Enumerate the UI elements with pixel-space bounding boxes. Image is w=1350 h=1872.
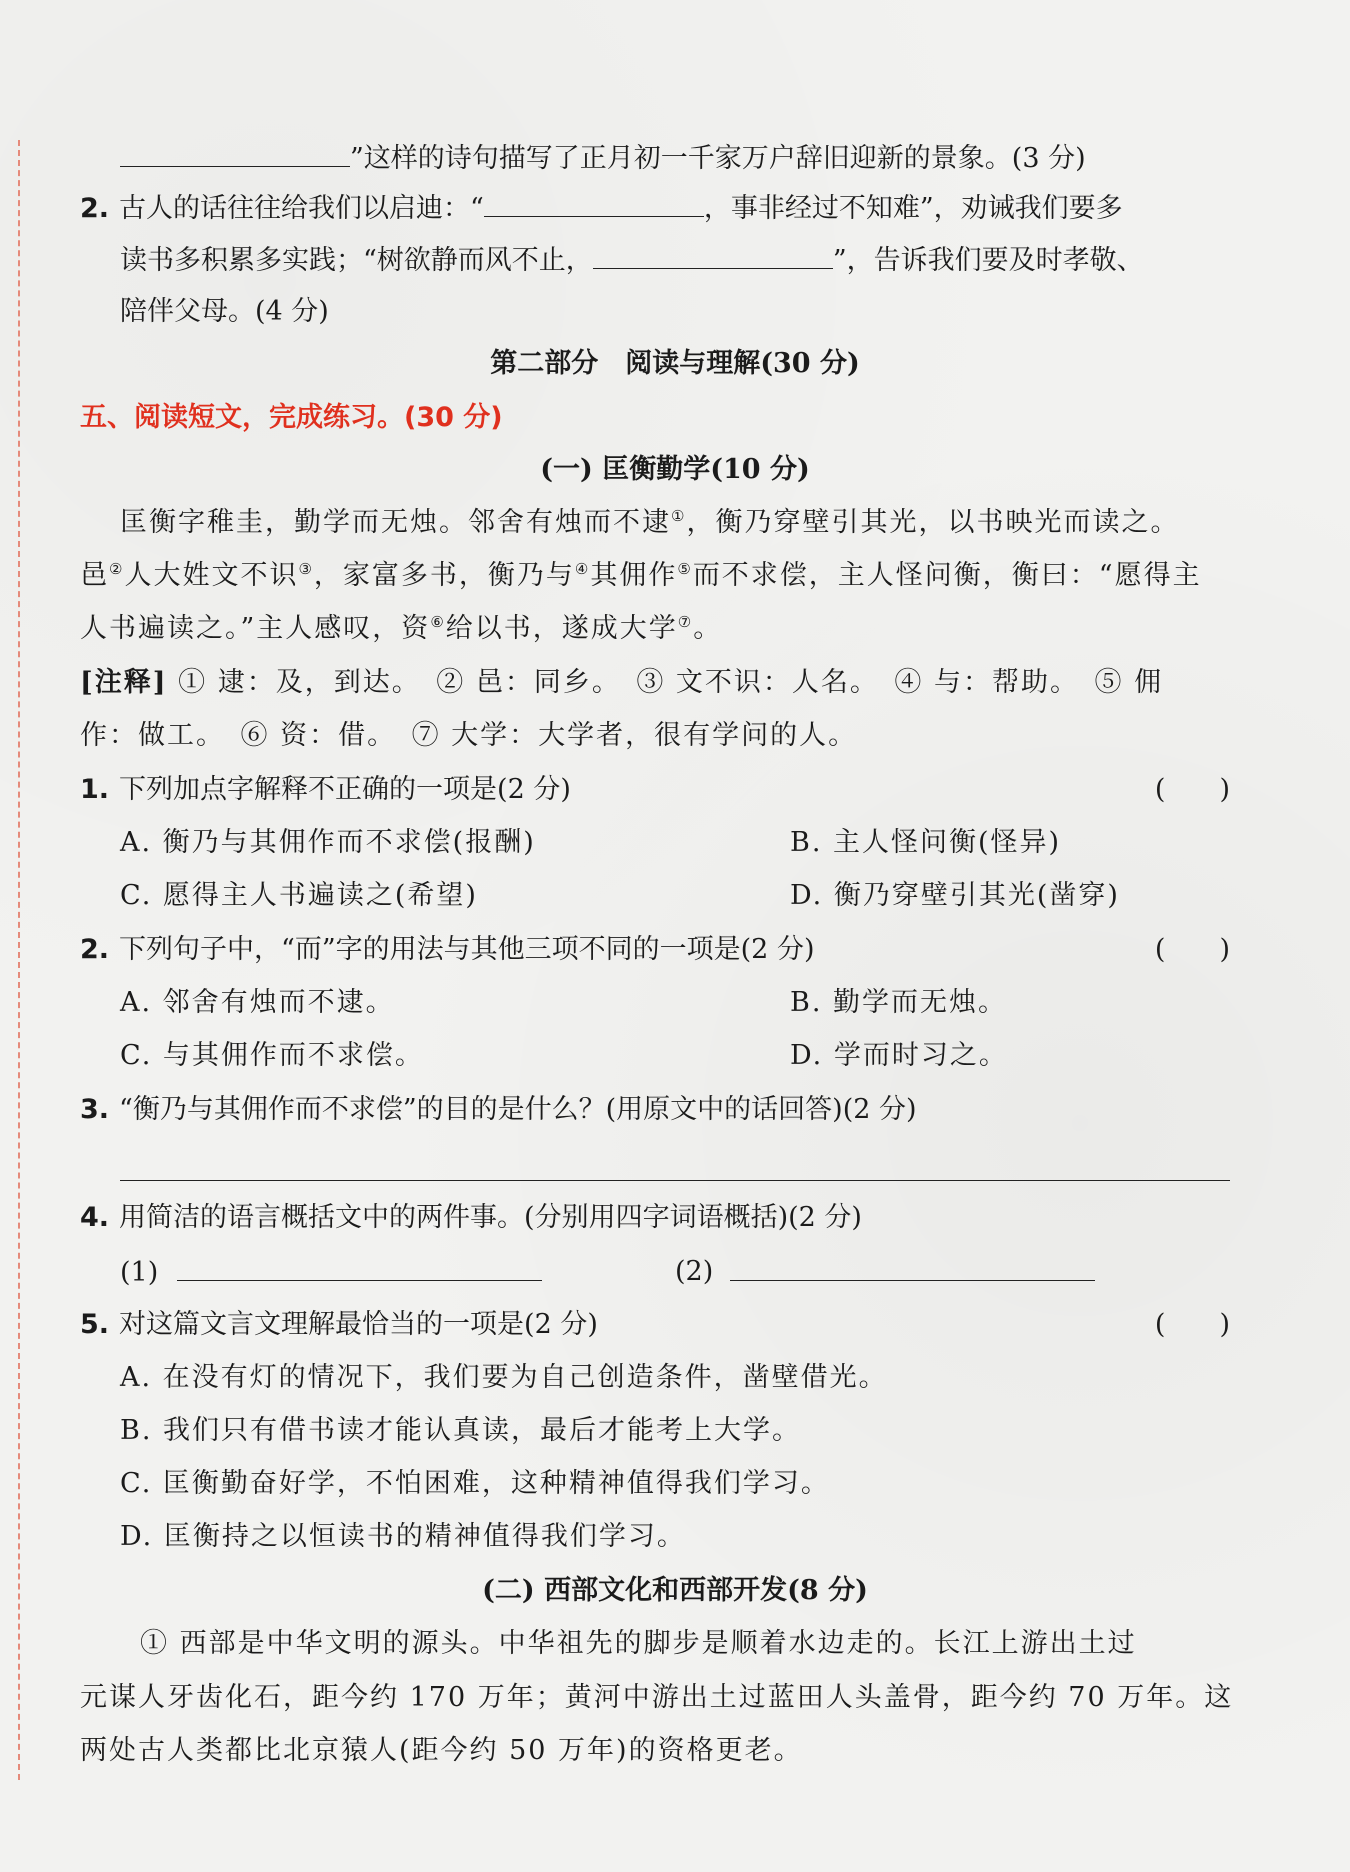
question-text: 陪伴父母。(4 分)	[120, 296, 329, 327]
question-text: 用简洁的语言概括文中的两件事。(分别用四字词语概括)(2 分)	[119, 1202, 862, 1233]
option-a[interactable]: A. 衡乃与其佣作而不求偿(报酬)	[120, 827, 536, 858]
answer-paren[interactable]: ( )	[1154, 934, 1230, 965]
part2-heading: 第二部分 阅读与理解(30 分)	[490, 348, 860, 379]
footnote-marker: ③	[298, 560, 314, 578]
question-text: 下列加点字解释不正确的一项是(2 分)	[119, 774, 571, 805]
sub-label: (2)	[675, 1256, 714, 1287]
passage-text: 其佣作	[590, 560, 678, 591]
footnote-marker: ②	[109, 560, 125, 578]
question-1	[80, 770, 1230, 810]
passage-text: 人书遍读之。”主人感叹，资	[80, 613, 431, 644]
binding-margin-line	[18, 140, 20, 1780]
passage-text: 匡衡字稚圭，勤学而无烛。邻舍有烛而不逮	[120, 507, 671, 538]
question-2-line1	[80, 188, 1230, 229]
notes-line2	[80, 716, 1230, 756]
passage1-title: (一) 匡衡勤学(10 分)	[540, 454, 810, 485]
passage2-line2: 元谋人牙齿化石，距今约 170 万年；黄河中游出土过蓝田人头盖骨，距今约 70 万年。这	[80, 1682, 1234, 1713]
option-c[interactable]: C. 愿得主人书遍读之(希望)	[120, 880, 478, 911]
passage-text: 。	[693, 613, 723, 644]
footnote-marker: ⑥	[430, 613, 446, 631]
q1-options-row1	[120, 823, 1230, 863]
question-number: 2.	[80, 934, 110, 965]
option-b[interactable]: B. 勤学而无烛。	[790, 987, 1008, 1018]
question-number: 1.	[80, 774, 110, 805]
footnote-marker: ⑤	[677, 560, 693, 578]
answer-paren[interactable]: ( )	[1154, 774, 1230, 805]
question-text: 下列句子中，“而”字的用法与其他三项不同的一项是(2 分)	[119, 934, 815, 965]
passage2-title: (二) 西部文化和西部开发(8 分)	[482, 1575, 868, 1606]
question-text: ”，告诉我们要及时孝敬、	[832, 245, 1144, 276]
passage-text: 人大姓文不识	[124, 560, 299, 591]
poem-blank-line	[120, 138, 1230, 179]
section5-heading: 五、阅读短文，完成练习。(30 分)	[80, 402, 503, 433]
option-a[interactable]: A. 邻舍有烛而不逮。	[120, 987, 395, 1018]
answer-paren[interactable]: ( )	[1154, 1309, 1230, 1340]
passage1-line1	[120, 503, 1230, 543]
question-number: 4.	[80, 1202, 110, 1233]
option-d[interactable]: D. 匡衡持之以恒读书的精神值得我们学习。	[120, 1521, 686, 1552]
q4-answers	[120, 1252, 1230, 1293]
question-number: 2.	[80, 193, 110, 224]
passage-text: 给以书，遂成大学	[445, 613, 678, 644]
question-number: 5.	[80, 1309, 110, 1340]
option-d[interactable]: D. 学而时习之。	[790, 1040, 1008, 1071]
question-text: “衡乃与其佣作而不求偿”的目的是什么？(用原文中的话回答)(2 分)	[119, 1094, 917, 1125]
passage-text: ，家富多书，衡乃与	[313, 560, 575, 591]
question-text: 对这篇文言文理解最恰当的一项是(2 分)	[119, 1309, 598, 1340]
option-b[interactable]: B. 我们只有借书读才能认真读，最后才能考上大学。	[120, 1415, 802, 1446]
question-number: 3.	[80, 1094, 110, 1125]
notes-text: 作：做工。 ⑥ 资：借。 ⑦ 大学：大学者，很有学问的人。	[80, 720, 858, 751]
q2-options-row1	[120, 983, 1230, 1023]
answer-blank[interactable]	[177, 1252, 542, 1281]
sub-label: (1)	[120, 1257, 159, 1288]
question-3	[80, 1090, 1230, 1130]
question-2-line3	[120, 292, 1230, 332]
option-b[interactable]: B. 主人怪问衡(怪异)	[790, 827, 1062, 858]
passage-text: 而不求偿，主人怪问衡，衡曰：“愿得主	[692, 560, 1202, 591]
question-4	[80, 1198, 1230, 1238]
q2-options-row2	[120, 1036, 1230, 1076]
option-a[interactable]: A. 在没有灯的情况下，我们要为自己创造条件，凿壁借光。	[120, 1362, 888, 1393]
footnote-marker: ④	[574, 560, 591, 578]
passage1-line2	[80, 556, 1230, 596]
passage-text: 邑	[80, 560, 109, 591]
q1-options-row2	[120, 876, 1230, 916]
passage1-line3	[80, 609, 1230, 649]
question-5	[80, 1305, 1230, 1345]
passage-text: ，衡乃穿壁引其光，以书映光而读之。	[686, 507, 1180, 538]
answer-blank[interactable]	[484, 188, 704, 217]
option-d[interactable]: D. 衡乃穿壁引其光(凿穿)	[790, 880, 1120, 911]
line-text: ”这样的诗句描写了正月初一千家万户辞旧迎新的景象。(3 分)	[350, 143, 1086, 174]
question-text: 古人的话往往给我们以启迪：“	[119, 193, 484, 224]
answer-blank[interactable]	[593, 240, 833, 269]
question-2	[80, 930, 1230, 970]
question-text: ，事非经过不知难”，劝诫我们要多	[703, 193, 1123, 224]
answer-line[interactable]	[120, 1180, 1230, 1181]
notes-text: ① 逮：及，到达。 ② 邑：同乡。 ③ 文不识：人名。 ④ 与：帮助。 ⑤ 佣	[178, 667, 1164, 698]
option-c[interactable]: C. 匡衡勤奋好学，不怕困难，这种精神值得我们学习。	[120, 1468, 830, 1499]
passage2-line3: 两处古人类都比北京猿人(距今约 50 万年)的资格更老。	[80, 1735, 803, 1766]
question-2-line2	[120, 240, 1230, 281]
answer-blank[interactable]	[120, 138, 350, 167]
notes-label: [注释]	[80, 667, 168, 698]
notes-line1	[80, 663, 1230, 703]
footnote-marker: ①	[671, 507, 687, 525]
question-text: 读书多积累多实践；“树欲静而风不止，	[120, 245, 593, 276]
footnote-marker: ⑦	[677, 613, 694, 631]
answer-blank[interactable]	[730, 1252, 1095, 1281]
passage2-line1: ① 西部是中华文明的源头。中华祖先的脚步是顺着水边走的。长江上游出土过	[140, 1628, 1137, 1659]
option-c[interactable]: C. 与其佣作而不求偿。	[120, 1040, 424, 1071]
